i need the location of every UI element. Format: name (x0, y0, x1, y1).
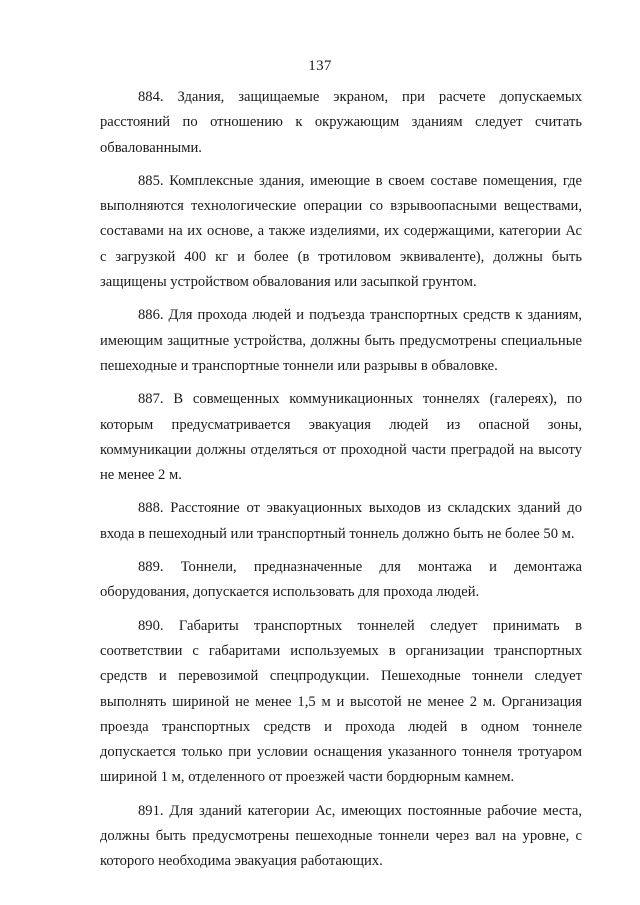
paragraph-888: 888. Расстояние от эвакуационных выходов из складских зданий до входа в пешеходный или транспортный тоннель должно быть не более 50 м. (100, 500, 582, 542)
paragraph-889: 889. Тоннели, предназначенные для монтажа и демонтажа оборудования, допускается использовать для прохода людей. (100, 559, 582, 601)
paragraph-885: 885. Комплексные здания, имеющие в своем составе помещения, где выполняются технологические операции со взрывоопасными веществами, составами на их основе, а также изделиями, их содержащими, категории Ас с загрузкой 400 кг и более (в тротиловом эквиваленте), должны быть защищены устройством обвалования или засыпкой грунтом. (100, 172, 582, 291)
paragraph-887: 887. В совмещенных коммуникационных тоннелях (галереях), по которым предусматривается эвакуация людей из опасной зоны, коммуникации должны отделяться от проходной части преградой на высоту не менее 2 м. (100, 391, 582, 484)
paragraph-886: 886. Для прохода людей и подъезда транспортных средств к зданиям, имеющим защитные устройства, должны быть предусмотрены специальные пешеходные и транспортные тоннели или разрывы в обваловке. (100, 307, 582, 374)
paragraph-890: 890. Габариты транспортных тоннелей следует принимать в соответствии с габаритами используемых в организации транспортных средств и перевозимой спецпродукции. Пешеходные тоннели следует выполнять шириной не менее 1,5 м и высотой не менее 2 м. Организация проезда транспортных средств и прохода людей в одном тоннеле допускается только при условии оснащения указанного тоннеля тротуаром шириной 1 м, отделенного от проезжей части бордюрным камнем. (100, 617, 582, 786)
document-body (100, 85, 582, 883)
paragraph-891: 891. Для зданий категории Ас, имеющих постоянные рабочие места, должны быть предусмотрены пешеходные тоннели через вал на уровне, с которого необходима эвакуация работающих. (100, 802, 582, 870)
paragraph-884: 884. Здания, защищаемые экраном, при расчете допускаемых расстояний по отношению к окружающим зданиям следует считать обвалованными. (100, 89, 582, 156)
page-number: 137 (308, 58, 332, 74)
